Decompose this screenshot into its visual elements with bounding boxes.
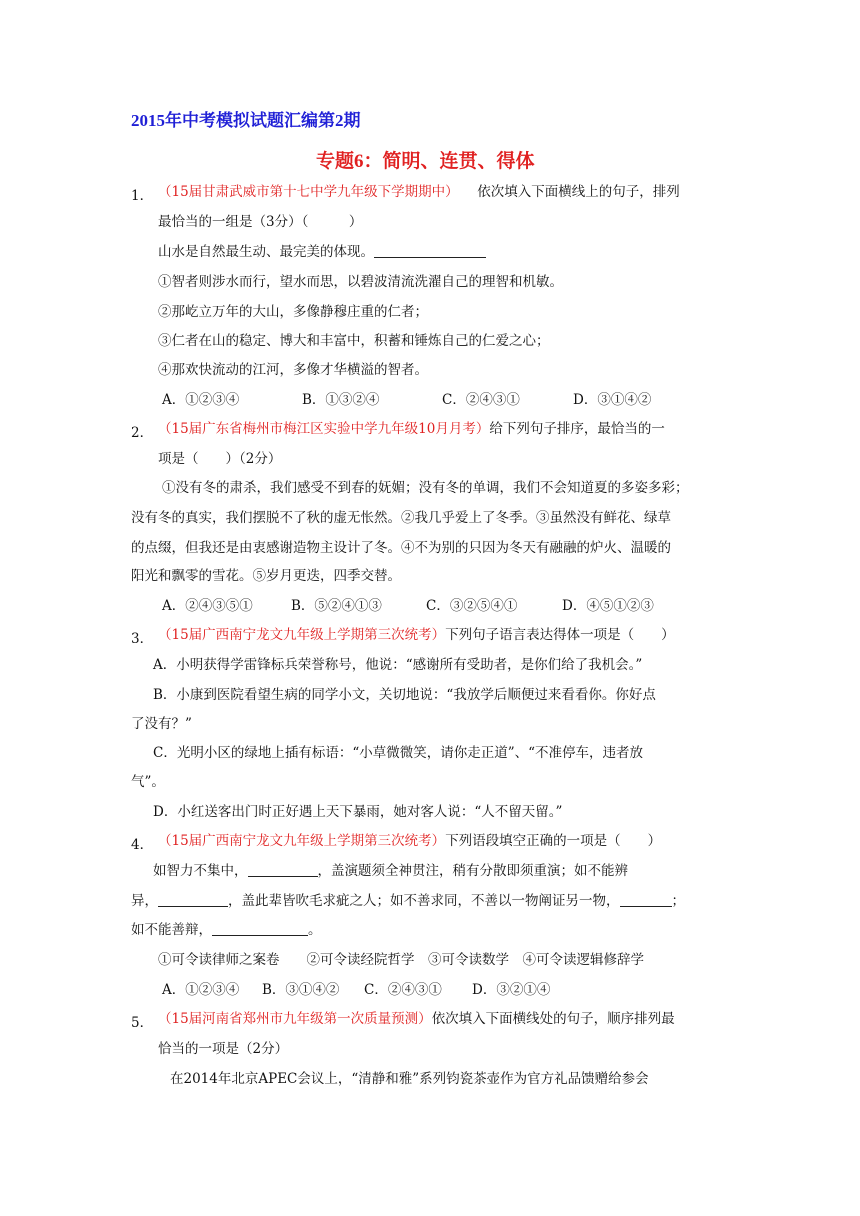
answer-blank (620, 892, 672, 907)
question-text-cont: 恰当的一项是（2分） (158, 1041, 289, 1057)
question-text: 依次填入下面横线上的句子，排列 (477, 184, 680, 200)
answer-option-cont: 了没有？” (131, 716, 192, 732)
paragraph-line: ①没有冬的肃杀，我们感受不到春的妩媚；没有冬的单调，我们不会知道夏的多姿多彩； (162, 480, 689, 496)
paragraph-line: 如智力不集中， ，盖演题须全神贯注，稍有分散即须重演；如不能辨 (153, 863, 628, 879)
question-number: 2． (131, 425, 154, 441)
question-source: （15届广西南宁龙文九年级上学期第三次统考） (158, 833, 446, 849)
answer-option: A．小明获得学雷锋标兵荣誉称号，他说：“感谢所有受助者，是你们给了我机会。” (153, 657, 643, 673)
question-text: 下列语段填空正确的一项是（ ） (445, 833, 662, 849)
answer-option: A．①②③④ (162, 392, 240, 408)
answer-option: A．②④③⑤① (162, 598, 253, 614)
answer-option: C．光明小区的绿地上插有标语：“小草微微笑，请你走正道”、“不准停车，违者放 (153, 745, 644, 761)
option-sentence: ①智者则涉水而行，望水而思，以碧波清流洗濯自己的理智和机敏。 (158, 274, 563, 290)
choice-list: ①可令读律师之案卷 ②可令读经院哲学 ③可令读数学 ④可令读逻辑修辞学 (158, 952, 644, 968)
question-source: （15届河南省郑州市九年级第一次质量预测） (158, 1011, 432, 1027)
question-text-cont: 最恰当的一组是（3分）（ ） (158, 214, 363, 230)
option-sentence: ②那屹立万年的大山，多像静穆庄重的仁者； (158, 304, 428, 320)
answer-option: C．②④③① (442, 392, 520, 408)
paragraph-line: 异， ，盖此辈皆吹毛求疵之人；如不善求同，不善以一物阐证另一物， ； (131, 893, 685, 909)
question-number: 4． (131, 837, 154, 853)
question-stem (158, 419, 665, 439)
question-number: 1． (131, 188, 154, 204)
question-text: 给下列句子排序，最恰当的一 (489, 421, 665, 437)
question-text: 下列句子语言表达得体一项是（ ） (445, 627, 675, 643)
question-stem (158, 625, 675, 645)
question-number: 3． (131, 631, 154, 647)
paragraph-line: 没有冬的真实，我们摆脱不了秋的虚无怅然。②我几乎爱上了冬季。③虽然没有鲜花、绿草 (131, 510, 671, 526)
paragraph-line: 如不能善辩， 。 (131, 922, 322, 938)
answer-option: A．①②③④ (162, 982, 240, 998)
answer-blank (248, 862, 318, 877)
option-sentence: ④那欢快流动的江河，多像才华横溢的智者。 (158, 362, 428, 378)
page-title: 2015年中考模拟试题汇编第2期 (131, 111, 361, 130)
answer-option: B．小康到医院看望生病的同学小文，关切地说：“我放学后顺便过来看看你。你好点 (153, 687, 656, 703)
answer-option: B．⑤②④①③ (291, 598, 382, 614)
answer-option: D．④⑤①②③ (562, 598, 654, 614)
answer-option: C．②④③① (364, 982, 442, 998)
answer-blank (374, 243, 486, 258)
question-stem (158, 182, 680, 202)
answer-blank (212, 921, 308, 936)
question-source: （15届广东省梅州市梅江区实验中学九年级10月月考） (158, 421, 490, 437)
question-stem (158, 831, 661, 851)
answer-blank (158, 892, 228, 907)
question-number: 5． (131, 1015, 154, 1031)
answer-option: D．③①④② (573, 392, 652, 408)
answer-option: C．③②⑤④① (426, 598, 518, 614)
lead-sentence: 山水是自然最生动、最完美的体现。 (158, 242, 486, 262)
answer-option: B．③①④② (262, 982, 340, 998)
paragraph-line: 的点缀，但我还是由衷感谢造物主设计了冬。④不为别的只因为冬天有融融的炉火、温暖的 (131, 540, 671, 556)
paragraph-line: 在2014年北京APEC会议上，“清静和雅”系列钧瓷茶壶作为官方礼品馈赠给参会 (170, 1071, 649, 1087)
answer-option-cont: 气”。 (131, 774, 165, 790)
question-stem (158, 1009, 675, 1029)
question-text: 依次填入下面横线处的句子，顺序排列最 (431, 1011, 675, 1027)
answer-option: D．③②①④ (472, 982, 551, 998)
answer-option: D．小红送客出门时正好遇上天下暴雨，她对客人说：“人不留天留。” (153, 804, 563, 820)
question-source: （15届甘肃武威市第十七中学九年级下学期期中） (158, 184, 459, 200)
question-text-cont: 项是（ ）（2分） (158, 451, 282, 467)
section-title: 专题6：简明、连贯、得体 (316, 151, 535, 172)
answer-option: B．①③②④ (302, 392, 380, 408)
option-sentence: ③仁者在山的稳定、博大和丰富中，积蓄和锤炼自己的仁爱之心； (158, 333, 550, 349)
paragraph-line: 阳光和飘零的雪花。⑤岁月更迭，四季交替。 (131, 568, 401, 584)
question-source: （15届广西南宁龙文九年级上学期第三次统考） (158, 627, 446, 643)
